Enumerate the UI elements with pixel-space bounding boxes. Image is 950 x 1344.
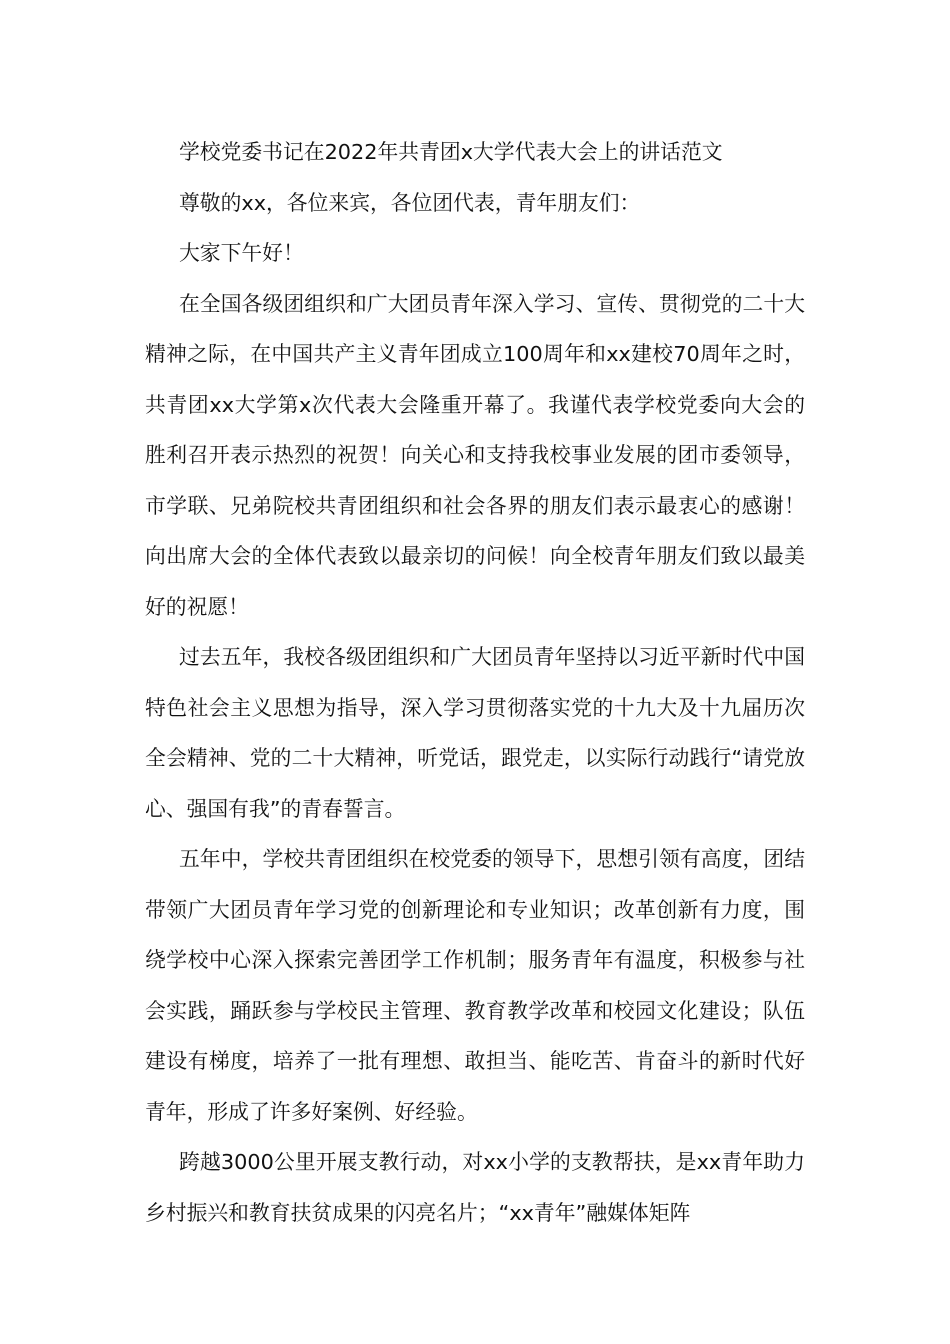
document-title: 学校党委书记在2022年共青团x大学代表大会上的讲话范文: [179, 140, 723, 164]
paragraph-3: 五年中，学校共青团组织在校党委的领导下，思想引领有高度，团结带领广大团员青年学习党的创新理论和专业知识；改革创新有力度，围绕学校中心深入探索完善团学工作机制；服务青年有温度，积极参与社会实践，踊跃参与学校民主管理、教育教学改革和校园文化建设；队伍建设有梯度，培养了一批有理想、敢担当、能吃苦、肯奋斗的新时代好青年，形成了许多好案例、好经验。: [145, 847, 805, 1124]
salutation: 尊敬的xx，各位来宾，各位团代表，青年朋友们：: [179, 190, 641, 215]
paragraph-2: 过去五年，我校各级团组织和广大团员青年坚持以习近平新时代中国特色社会主义思想为指导，深入学习贯彻落实党的十九大及十九届历次全会精神、党的二十大精神，听党话，跟党走，以实际行动践行“请党放心、强国有我”的青春誓言。: [145, 645, 805, 821]
greeting: 大家下午好！: [179, 241, 304, 265]
document-body: [145, 127, 805, 1238]
paragraph-1: 在全国各级团组织和广大团员青年深入学习、宣传、贯彻党的二十大精神之际，在中国共产主义青年团成立100周年和xx建校70周年之时，共青团xx大学第x次代表大会隆重开幕了。我谨代表学校党委向大会的胜利召开表示热烈的祝贺！向关心和支持我校事业发展的团市委领导，市学联、兄弟院校共青团组织和社会各界的朋友们表示最衷心的感谢！向出席大会的全体代表致以最亲切的问候！向全校青年朋友们致以最美好的祝愿！: [145, 291, 805, 619]
paragraph-4: 跨越3000公里开展支教行动，对xx小学的支教帮扶，是xx青年助力乡村振兴和教育扶贫成果的闪亮名片；“xx青年”融媒体矩阵: [145, 1150, 805, 1225]
